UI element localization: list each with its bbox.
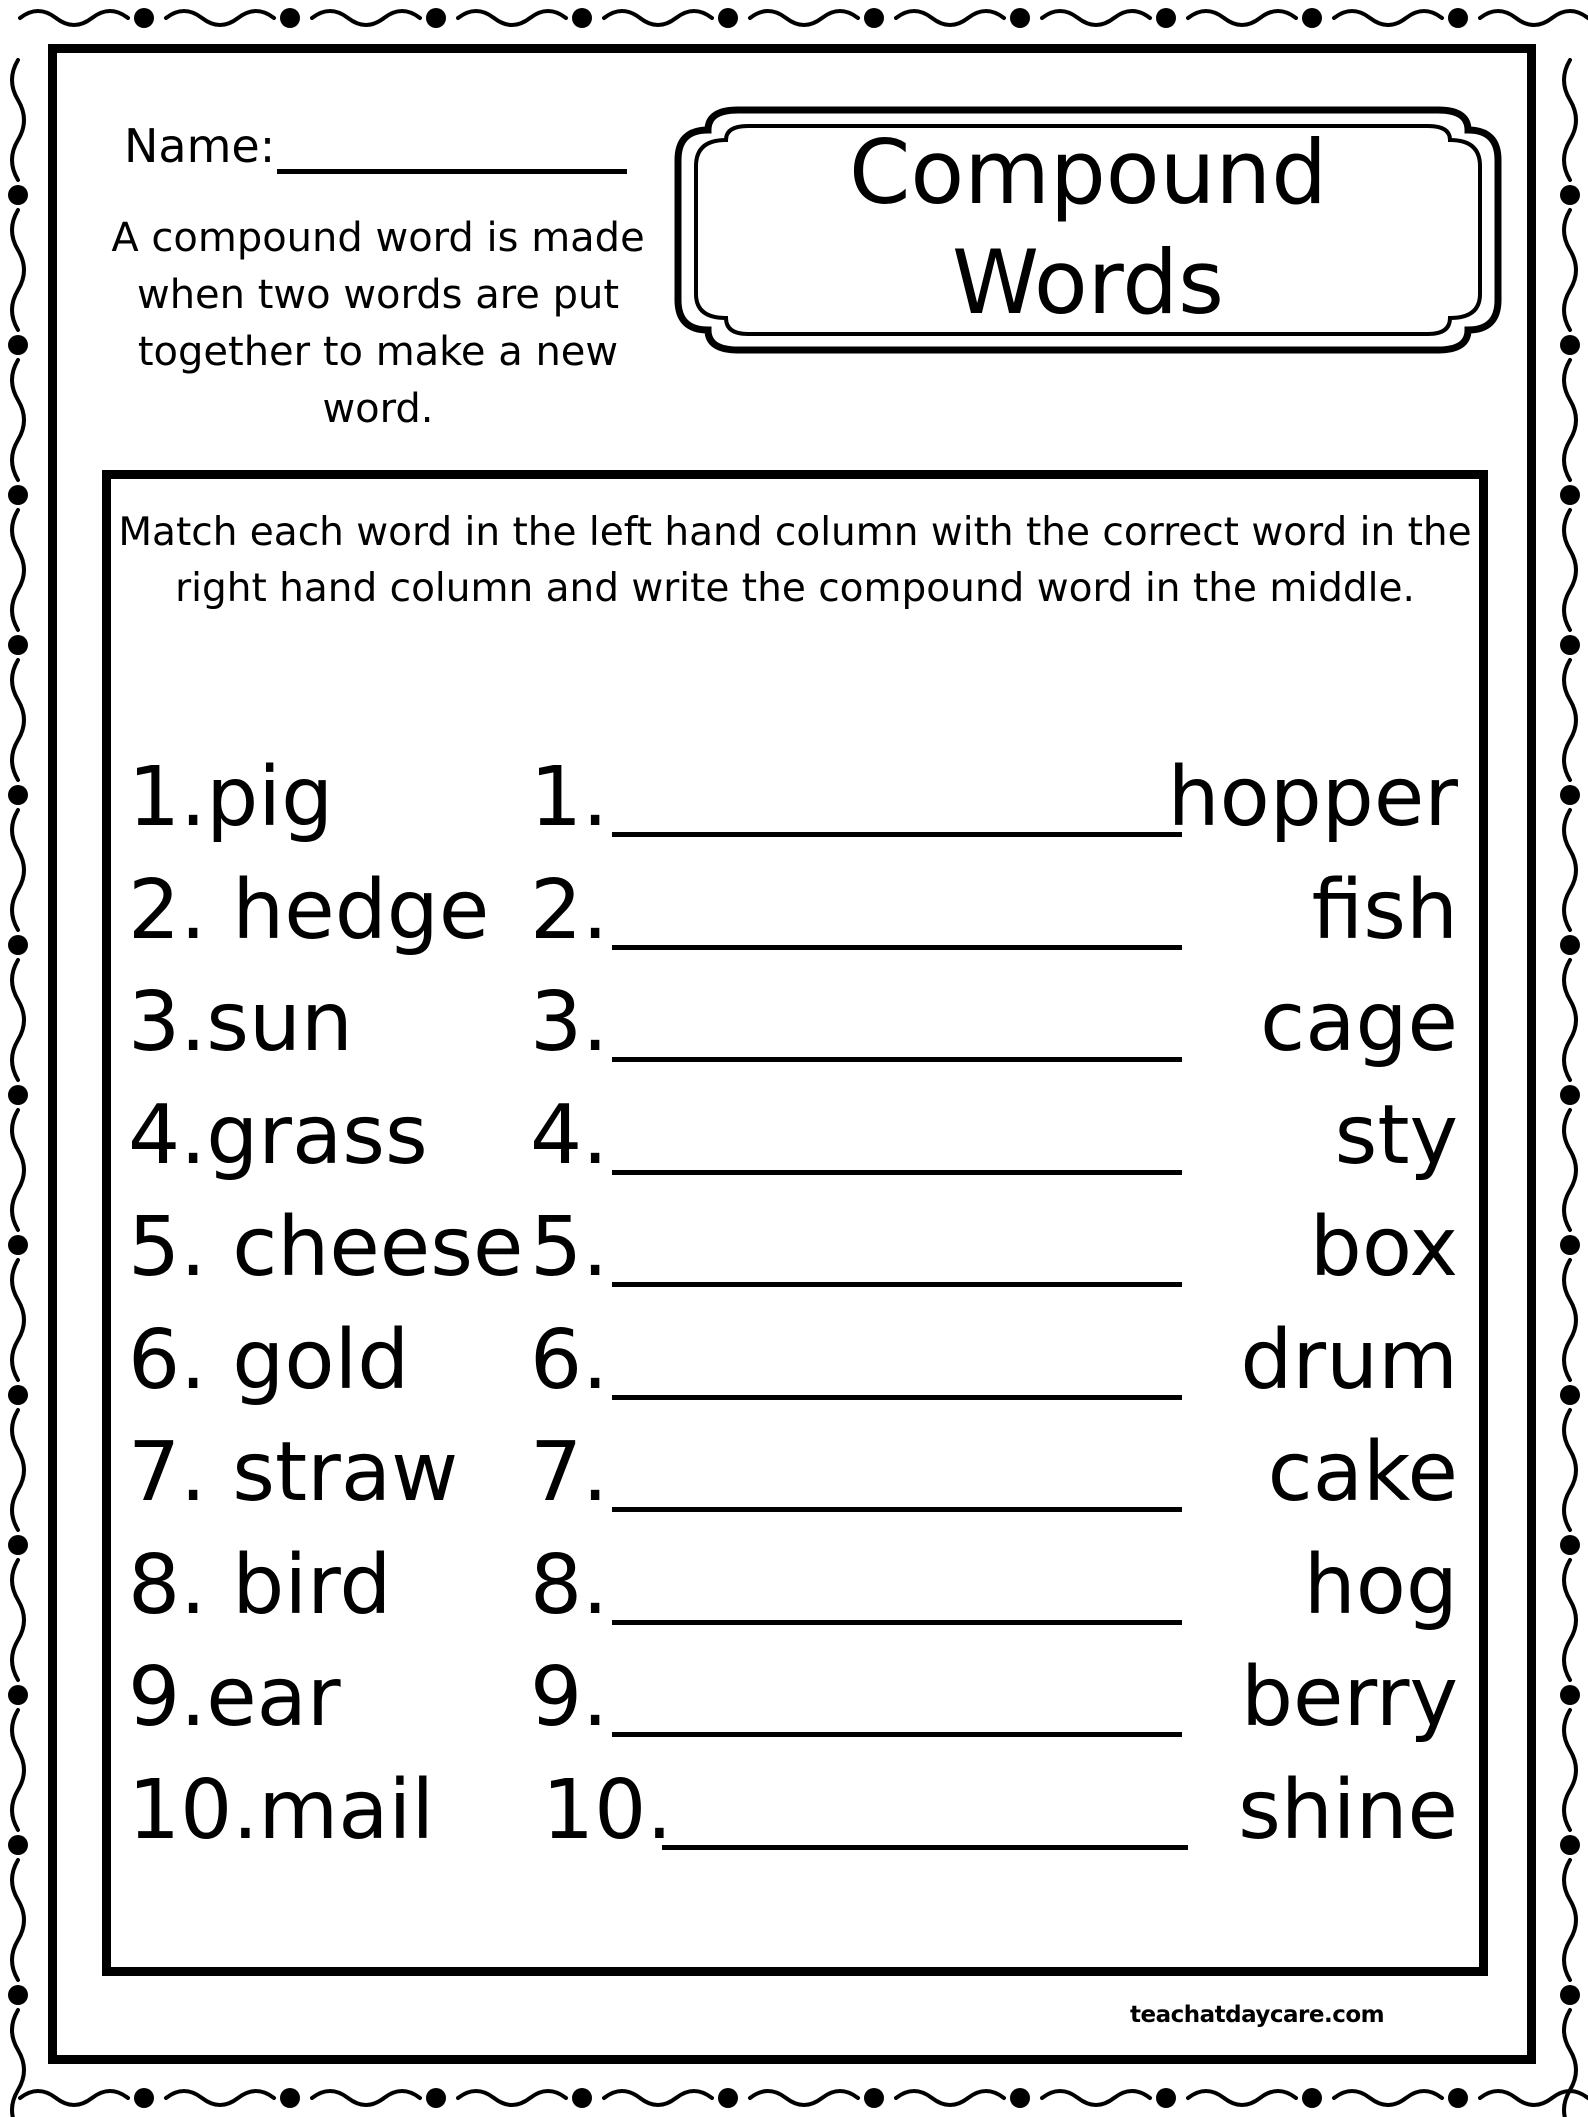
name-label: Name:	[124, 119, 276, 173]
answer-blank-line[interactable]	[612, 1395, 1182, 1400]
answer-blank-line[interactable]	[612, 1620, 1182, 1625]
left-word: 9.ear	[128, 1650, 341, 1745]
left-word: 6. gold	[128, 1313, 410, 1408]
answer-blank-line[interactable]	[612, 832, 1182, 837]
left-word: 5. cheese	[128, 1200, 524, 1295]
left-word: 3.sun	[128, 975, 353, 1070]
answer-number: 9.	[530, 1650, 609, 1745]
right-word: fish	[1311, 863, 1458, 958]
title-line-2: Words	[951, 231, 1225, 334]
left-word: 10.mail	[128, 1763, 435, 1858]
right-word: sty	[1334, 1088, 1458, 1183]
compound-word-definition: A compound word is made when two words are put together to make a new word.	[111, 215, 645, 432]
right-word: hopper	[1167, 750, 1458, 845]
answer-number: 10.	[542, 1763, 673, 1858]
footer-website: teachatdaycare.com	[1130, 2002, 1385, 2028]
right-word: berry	[1240, 1650, 1458, 1745]
right-word: drum	[1240, 1313, 1458, 1408]
answer-number: 8.	[530, 1538, 609, 1633]
answer-number: 5.	[530, 1200, 609, 1295]
right-word: shine	[1238, 1763, 1458, 1858]
left-word: 1.pig	[128, 750, 334, 845]
right-word: cake	[1267, 1425, 1458, 1520]
answer-number: 2.	[530, 863, 609, 958]
answer-blank-line[interactable]	[612, 1732, 1182, 1737]
answer-number: 1.	[530, 750, 609, 845]
title-line-1: Compound	[848, 121, 1328, 224]
answer-blank-line[interactable]	[612, 1057, 1182, 1062]
answer-blank-line[interactable]	[612, 1282, 1182, 1287]
answer-blank-line[interactable]	[612, 1170, 1182, 1175]
instructions: Match each word in the left hand column with the correct word in the right hand column and write the compound word in the middle.	[118, 510, 1472, 611]
left-word: 7. straw	[128, 1425, 459, 1520]
left-word: 4.grass	[128, 1088, 428, 1183]
answer-number: 7.	[530, 1425, 609, 1520]
right-word: box	[1309, 1200, 1458, 1295]
right-word: cage	[1260, 975, 1458, 1070]
answer-blank-line[interactable]	[612, 945, 1182, 950]
answer-number: 6.	[530, 1313, 609, 1408]
answer-number: 4.	[530, 1088, 609, 1183]
answer-blank-line[interactable]	[662, 1845, 1188, 1850]
answer-blank-line[interactable]	[612, 1507, 1182, 1512]
right-word: hog	[1303, 1538, 1458, 1633]
left-word: 8. bird	[128, 1538, 392, 1633]
left-word: 2. hedge	[128, 863, 490, 958]
answer-number: 3.	[530, 975, 609, 1070]
